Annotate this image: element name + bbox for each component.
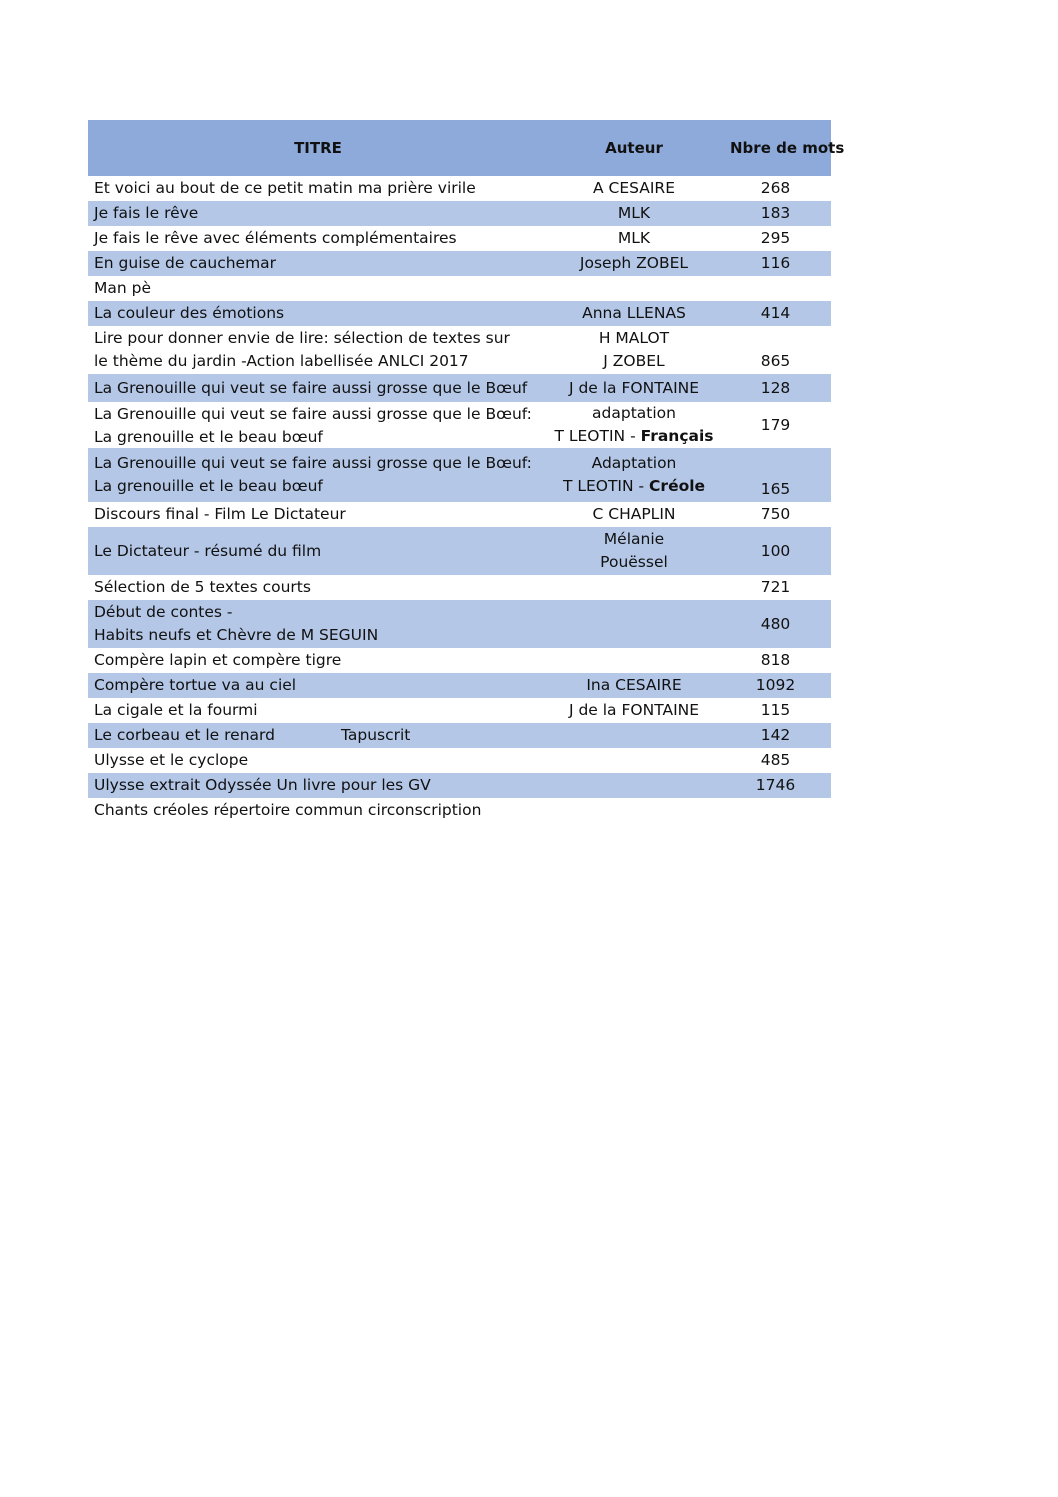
table-row	[88, 748, 831, 773]
word-count-cell: 116	[760, 254, 791, 272]
author-line	[548, 425, 720, 448]
author-line	[548, 674, 720, 697]
author-cell	[548, 674, 720, 697]
title-line: Man pè	[94, 279, 151, 297]
table-header	[88, 120, 845, 176]
table-row	[88, 575, 831, 600]
table-row	[88, 502, 831, 527]
title-line: Sélection de 5 textes courts	[94, 578, 311, 596]
author-cell	[548, 202, 720, 225]
author-cell	[548, 402, 720, 448]
author-text: MLK	[617, 204, 651, 222]
author-cell	[548, 302, 720, 325]
title-line: Le corbeau et le renard Tapuscrit	[94, 726, 411, 744]
title-cell	[88, 452, 548, 498]
author-line	[548, 402, 720, 425]
title-cell	[88, 277, 548, 300]
title-line: Ulysse et le cyclope	[94, 751, 249, 769]
title-cell	[88, 774, 548, 797]
author-line	[548, 551, 720, 574]
table-row	[88, 326, 831, 374]
author-text: T LEOTIN -	[562, 477, 650, 495]
title-cell	[88, 724, 548, 747]
title-line: La grenouille et le beau bœuf	[94, 477, 323, 495]
author-cell	[548, 327, 720, 373]
table-body	[88, 176, 831, 823]
title-cell	[88, 649, 548, 672]
title-line: La cigale et la fourmi	[94, 701, 258, 719]
author-text: J ZOBEL	[603, 352, 665, 370]
word-count-cell: 721	[760, 578, 791, 596]
word-count-cell: 165	[760, 480, 791, 498]
title-line: La Grenouille qui veut se faire aussi grosse que le Bœuf	[94, 378, 528, 397]
title-cell	[88, 674, 548, 697]
table-row	[88, 226, 831, 251]
author-text: J de la FONTAINE	[568, 378, 700, 397]
author-text: T LEOTIN -	[554, 427, 641, 445]
table-row	[88, 448, 831, 502]
title-line: La couleur des émotions	[94, 304, 285, 322]
table-row	[88, 648, 831, 673]
table-row	[88, 251, 831, 276]
word-count-cell: 750	[760, 505, 791, 523]
title-line: Lire pour donner envie de lire: sélection de textes sur	[94, 329, 510, 347]
table-row	[88, 374, 831, 402]
author-cell	[548, 452, 720, 498]
title-line: Je fais le rêve	[94, 204, 199, 222]
author-text: Ina CESAIRE	[586, 676, 682, 694]
author-line	[548, 699, 720, 722]
author-language: Français	[640, 427, 714, 445]
title-line: Compère tortue va au ciel	[94, 676, 297, 694]
author-line	[548, 252, 720, 275]
table-row	[88, 773, 831, 798]
author-cell	[548, 227, 720, 250]
header-count: Nbre de mots	[730, 138, 845, 157]
author-line	[548, 452, 720, 475]
title-line: Je fais le rêve avec éléments complémentaires	[94, 229, 457, 247]
title-line: La Grenouille qui veut se faire aussi grosse que le Bœuf:	[94, 405, 532, 423]
title-cell	[88, 402, 548, 448]
author-text: J de la FONTAINE	[568, 701, 700, 719]
title-line: Début de contes -	[94, 603, 233, 621]
word-count-cell: 295	[760, 229, 791, 247]
word-count-cell: 268	[760, 179, 791, 197]
title-line: Discours final - Film Le Dictateur	[94, 505, 346, 523]
author-cell	[548, 528, 720, 574]
title-cell	[88, 377, 548, 400]
author-line	[548, 350, 720, 373]
titles-table	[88, 120, 845, 823]
word-count-cell: 480	[760, 614, 791, 633]
author-text: adaptation	[592, 404, 676, 422]
author-line	[548, 327, 720, 350]
author-text: A CESAIRE	[592, 179, 675, 197]
author-line	[548, 377, 720, 400]
table-row	[88, 798, 831, 823]
table-row	[88, 402, 831, 448]
author-line	[548, 177, 720, 200]
table-row	[88, 201, 831, 226]
author-line	[548, 475, 720, 498]
table-row	[88, 600, 831, 648]
title-cell	[88, 699, 548, 722]
title-line: La grenouille et le beau bœuf	[94, 428, 323, 446]
word-count-cell: 485	[760, 751, 791, 769]
word-count-cell: 183	[760, 204, 791, 222]
title-cell	[88, 327, 548, 373]
author-text: Anna LLENAS	[582, 304, 686, 322]
title-cell	[88, 202, 548, 225]
header-title: TITRE	[294, 138, 342, 157]
author-cell	[548, 177, 720, 200]
table-row	[88, 301, 831, 326]
title-line: le thème du jardin -Action labellisée ANLCI 2017	[94, 352, 469, 370]
word-count-cell: 179	[760, 415, 791, 434]
title-cell	[88, 601, 548, 647]
title-line: Compère lapin et compère tigre	[94, 651, 342, 669]
title-line: Habits neufs et Chèvre de M SEGUIN	[94, 626, 379, 644]
author-cell	[548, 503, 720, 526]
author-cell	[548, 252, 720, 275]
title-line: Chants créoles répertoire commun circonscription	[94, 801, 482, 819]
title-cell	[88, 252, 548, 275]
author-text: C CHAPLIN	[592, 505, 676, 523]
word-count-cell: 1092	[755, 676, 796, 694]
title-line: Ulysse extrait Odyssée Un livre pour les GV	[94, 776, 431, 794]
author-text: H MALOT	[598, 329, 670, 347]
author-language: Créole	[649, 477, 706, 495]
word-count-cell: 818	[760, 651, 791, 669]
author-cell	[548, 699, 720, 722]
word-count-cell: 100	[760, 541, 791, 560]
word-count-cell: 865	[760, 352, 791, 370]
title-extra: Tapuscrit	[340, 726, 411, 744]
table-row	[88, 276, 831, 301]
title-cell	[88, 177, 548, 200]
title-line: Et voici au bout de ce petit matin ma prière virile	[94, 179, 476, 197]
table-row	[88, 176, 831, 201]
word-count-cell: 115	[760, 701, 791, 719]
title-cell	[88, 749, 548, 772]
author-text: Joseph ZOBEL	[579, 254, 689, 272]
title-cell	[88, 540, 548, 563]
author-cell	[548, 377, 720, 400]
table-row	[88, 723, 831, 748]
table-row	[88, 527, 831, 575]
word-count-cell: 128	[760, 378, 791, 397]
author-line	[548, 202, 720, 225]
word-count-cell: 414	[760, 304, 791, 322]
author-line	[548, 528, 720, 551]
title-cell	[88, 503, 548, 526]
title-line: Le Dictateur - résumé du film	[94, 541, 322, 560]
author-line	[548, 503, 720, 526]
table-row	[88, 673, 831, 698]
word-count-cell: 142	[760, 726, 791, 744]
author-text: Pouëssel	[600, 553, 668, 571]
author-text: Mélanie	[603, 530, 665, 548]
title-line: En guise de cauchemar	[94, 254, 277, 272]
header-author: Auteur	[605, 138, 663, 157]
author-text: MLK	[617, 229, 651, 247]
title-cell	[88, 576, 548, 599]
author-line	[548, 227, 720, 250]
title-line: La Grenouille qui veut se faire aussi grosse que le Bœuf:	[94, 454, 532, 472]
title-cell	[88, 227, 548, 250]
author-line	[548, 302, 720, 325]
table-row	[88, 698, 831, 723]
author-text: Adaptation	[591, 454, 677, 472]
word-count-cell: 1746	[755, 776, 796, 794]
title-cell	[88, 799, 548, 822]
title-cell	[88, 302, 548, 325]
